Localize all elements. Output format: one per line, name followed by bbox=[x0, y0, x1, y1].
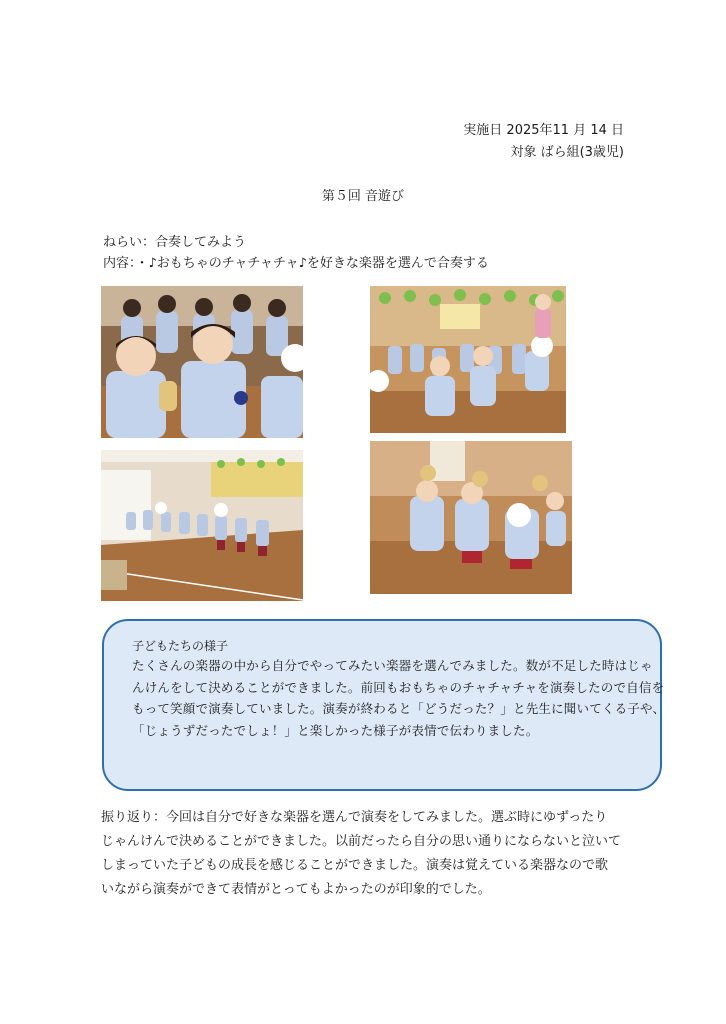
reflection-line: いながら演奏ができて表情がとってもよかったのが印象的でした。 bbox=[101, 882, 491, 897]
reflection-line: しまっていた子どもの成長を感じることができました。演奏は覚えている楽器なので歌 bbox=[101, 858, 609, 873]
reflection-text bbox=[101, 806, 641, 902]
content-line: 内容：・♪おもちゃのチャチャチャ♪を好きな楽器を選んで合奏する bbox=[103, 256, 489, 271]
photo-children-dancing bbox=[370, 286, 566, 433]
photo-children-tambourines bbox=[370, 441, 572, 594]
reflection-line: じゃんけんで決めることができました。以前だったら自分の思い通りにならないと泣いて bbox=[101, 834, 622, 849]
observation-line: たくさんの楽器の中から自分でやってみたい楽器を選んでみました。数が不足した時はじゃ bbox=[132, 658, 653, 673]
aim-line: ねらい：合奏してみよう bbox=[103, 235, 247, 250]
page-title: 第５回 音遊び bbox=[321, 189, 405, 204]
reflection-line: 振り返り：今回は自分で好きな楽器を選んで演奏をしてみました。選ぶ時にゆずったり bbox=[101, 810, 608, 825]
photo-children-lined-up bbox=[101, 450, 303, 601]
photo-children-closeup bbox=[101, 286, 303, 438]
observation-box bbox=[102, 619, 666, 791]
observation-heading: 子どもたちの様子 bbox=[132, 639, 229, 653]
observation-line: もって笑顔で演奏していました。演奏が終わると「どうだった？」と先生に聞いてくる子や、 bbox=[132, 701, 666, 716]
date-line: 実施日 2025年11 月 14 日 bbox=[463, 123, 624, 138]
observation-line: んけんをして決めることができました。前回もおもちゃのチャチャチャを演奏したので自信を bbox=[132, 679, 665, 695]
observation-text bbox=[132, 655, 666, 741]
target-class-line: 対象 ばら組(3歳児) bbox=[510, 145, 624, 160]
observation-line: 「じょうずだったでしょ！」と楽しかった様子が表情で伝わりました。 bbox=[132, 722, 539, 738]
